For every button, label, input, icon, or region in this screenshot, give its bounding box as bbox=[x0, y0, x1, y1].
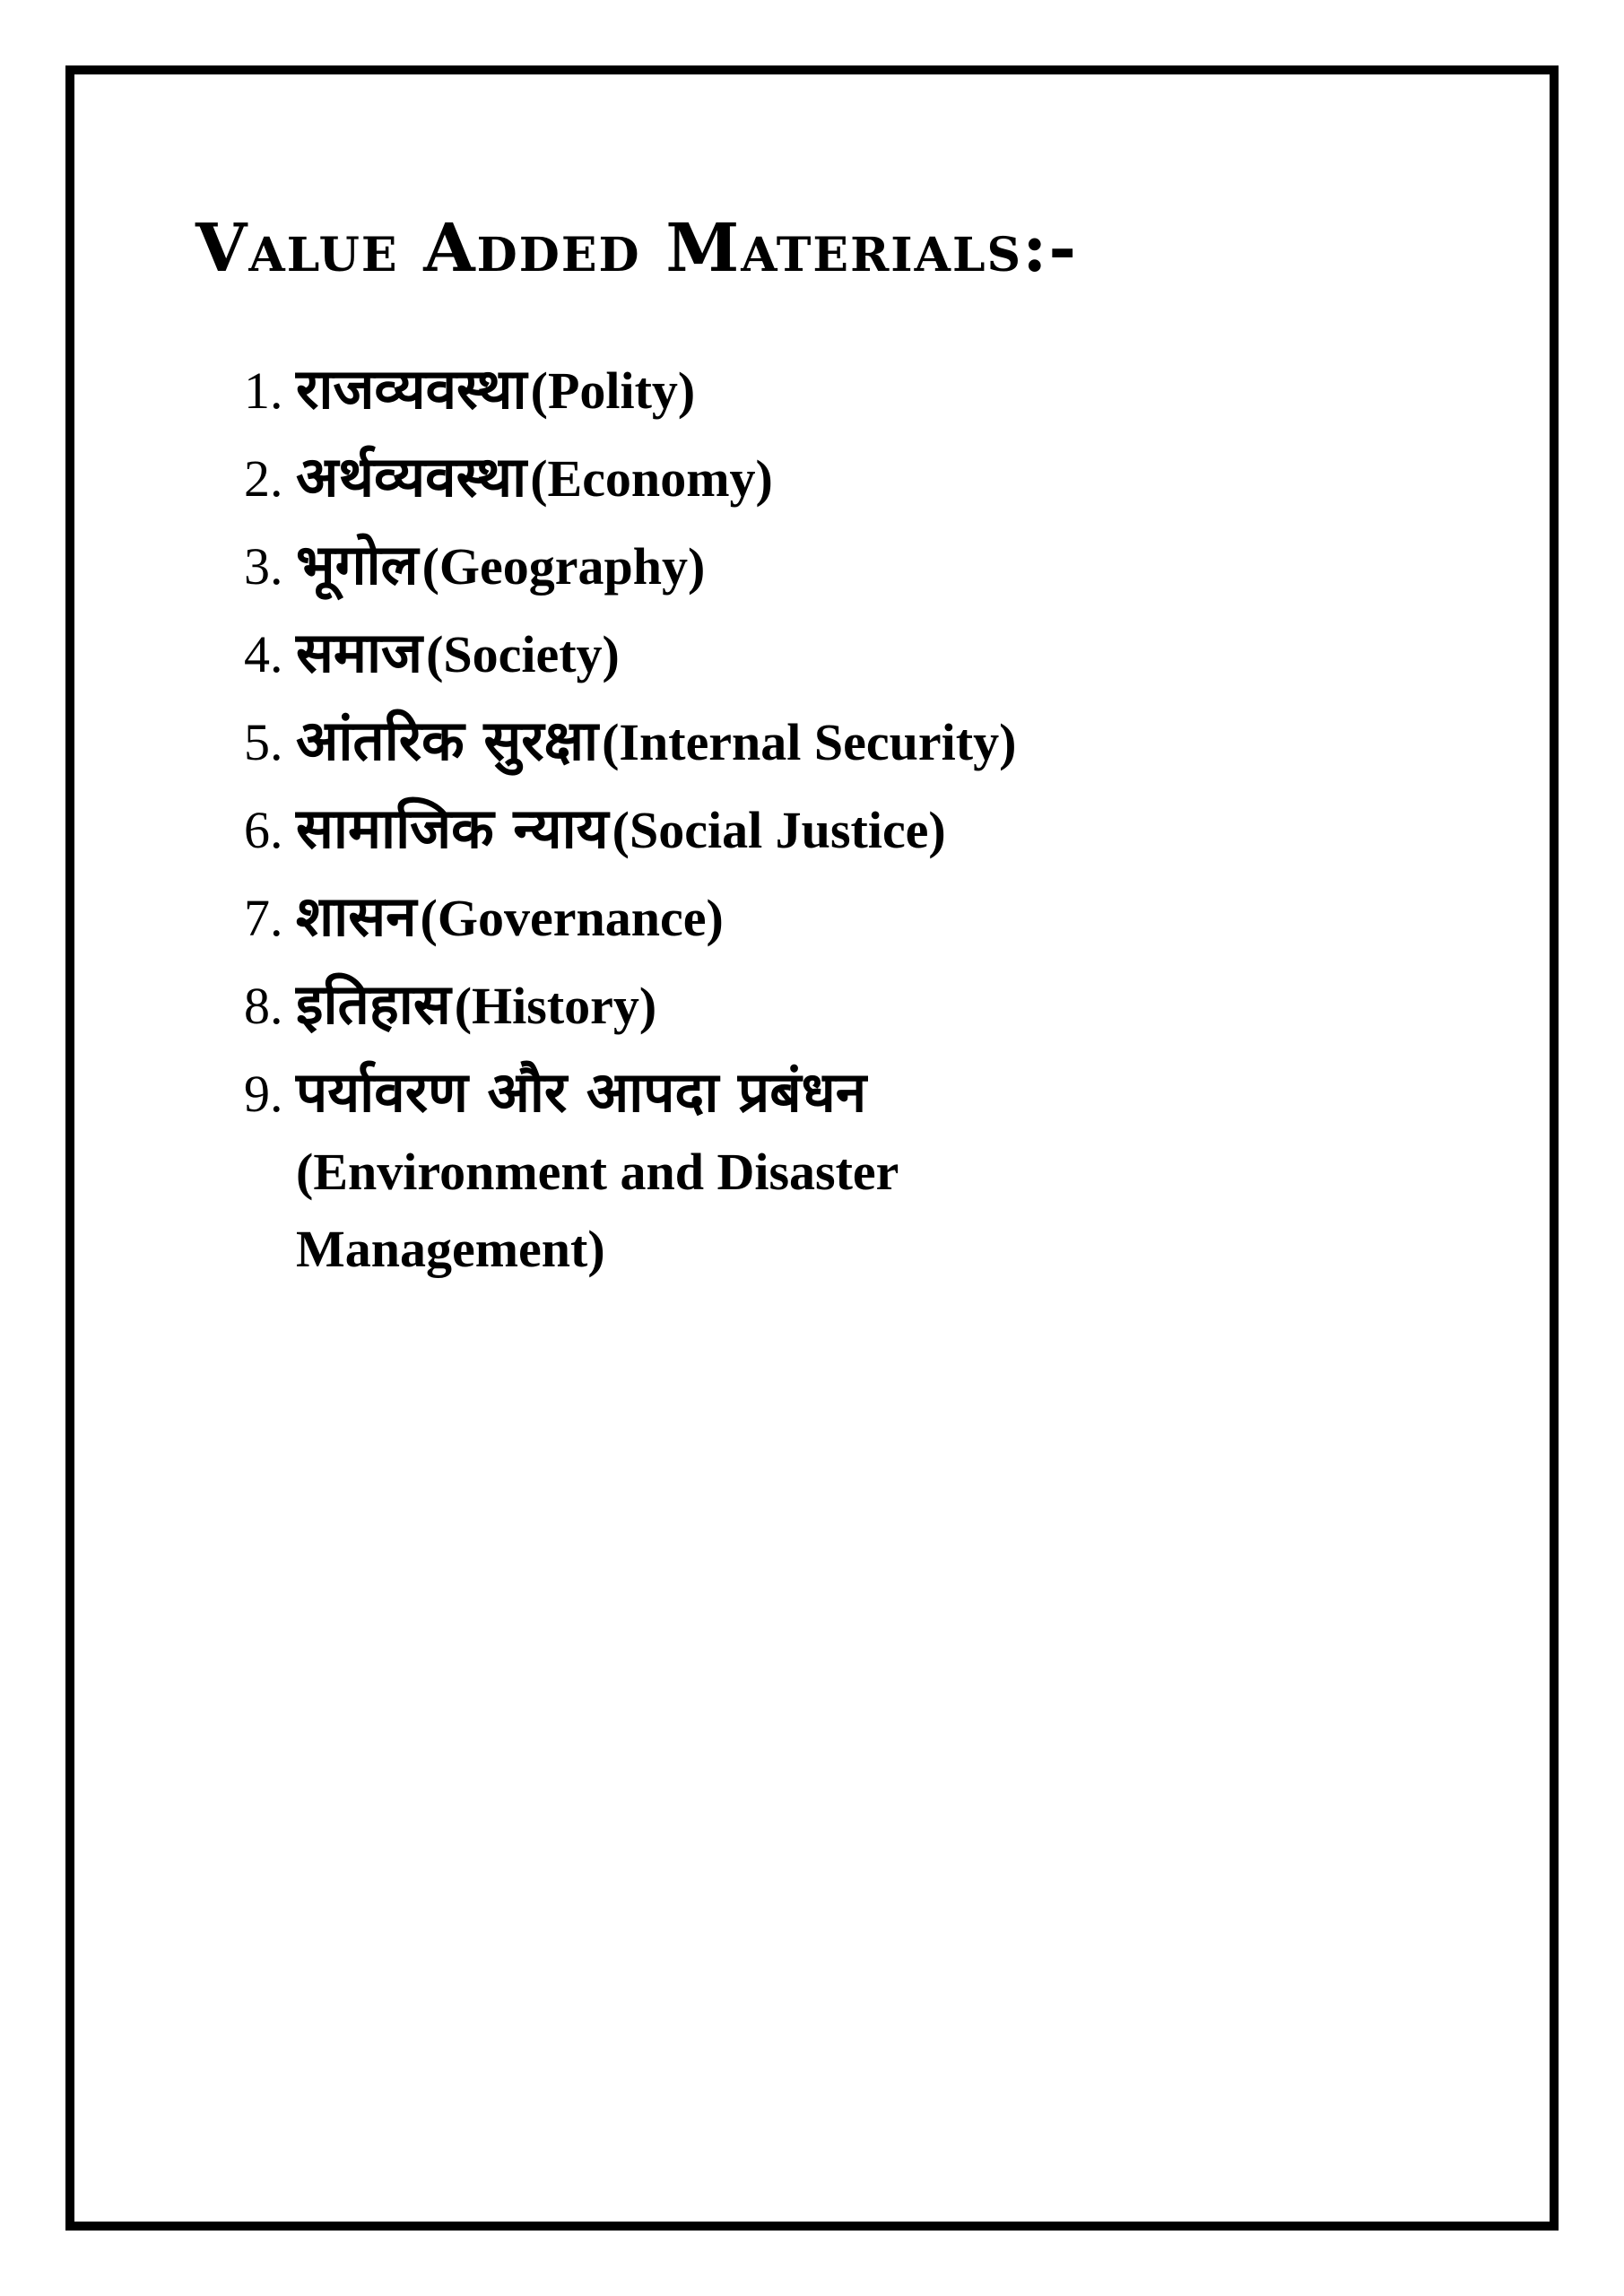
item-hindi-title: राजव्यवस्था bbox=[296, 356, 527, 422]
page-heading: Value Added Materials:- bbox=[195, 210, 1079, 287]
item-number: 4. bbox=[244, 625, 283, 683]
list-item-environment bbox=[244, 1053, 1410, 1288]
item-number: 7. bbox=[244, 889, 283, 947]
item-english-title: (Economy) bbox=[530, 449, 773, 508]
list-item-society bbox=[244, 613, 1410, 701]
item-hindi-title: समाज bbox=[296, 620, 423, 685]
list-item-economy bbox=[244, 438, 1410, 526]
item-english-title: (Governance) bbox=[420, 889, 724, 947]
item-number: 6. bbox=[244, 801, 283, 859]
item-hindi-title: सामाजिक न्याय bbox=[296, 796, 609, 861]
item-hindi-title: शासन bbox=[296, 883, 417, 949]
list-item-history bbox=[244, 965, 1410, 1053]
item-number: 9. bbox=[244, 1065, 283, 1123]
item-hindi-title: पर्यावरण और आपदा प्रबंधन bbox=[296, 1059, 867, 1125]
item-number: 2. bbox=[244, 449, 283, 508]
item-number: 5. bbox=[244, 713, 283, 771]
item-number: 3. bbox=[244, 537, 283, 596]
list-item-internal-security bbox=[244, 701, 1410, 789]
item-number: 8. bbox=[244, 977, 283, 1035]
item-english-title: (Geography) bbox=[421, 537, 706, 596]
materials-list bbox=[244, 350, 1410, 1288]
item-english-title: (Internal Security) bbox=[602, 713, 1017, 771]
list-item-social-justice bbox=[244, 789, 1410, 877]
item-english-title: (Environment and Disaster Management) bbox=[296, 1143, 899, 1278]
item-hindi-title: इतिहास bbox=[296, 971, 451, 1037]
item-english-title: (Social Justice) bbox=[612, 801, 946, 859]
item-hindi-title: अर्थव्यवस्था bbox=[296, 444, 527, 509]
item-number: 1. bbox=[244, 361, 283, 420]
list-item-polity bbox=[244, 350, 1410, 438]
item-hindi-title: आंतरिक सुरक्षा bbox=[296, 708, 599, 773]
list-item-governance bbox=[244, 877, 1410, 965]
item-english-title: (Polity) bbox=[530, 361, 696, 420]
list-item-geography bbox=[244, 526, 1410, 613]
item-hindi-title: भूगोल bbox=[296, 532, 419, 597]
item-english-title: (Society) bbox=[426, 625, 620, 683]
item-english-title: (History) bbox=[454, 977, 657, 1035]
